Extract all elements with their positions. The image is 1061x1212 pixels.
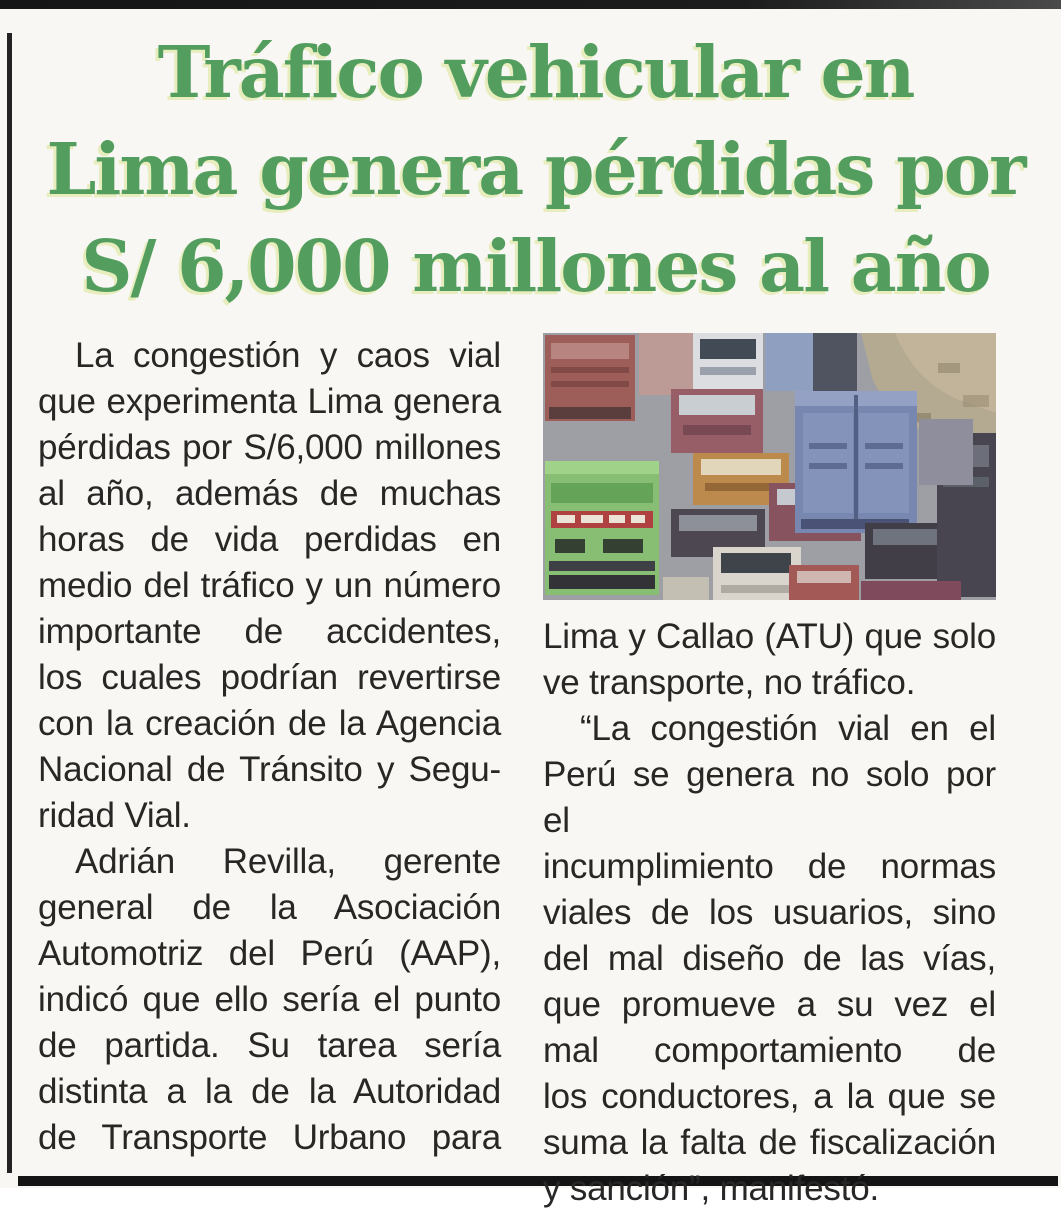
- headline-line-1: Tráfico vehicular en: [157, 30, 914, 114]
- text-line: los conductores, a la que se: [543, 1077, 996, 1116]
- text-line: indicó que ello sería el punto: [38, 980, 501, 1019]
- text-line: de Transporte Urbano para: [38, 1118, 501, 1157]
- text-line: Automotriz del Perú (AAP),: [38, 934, 501, 973]
- paragraph: [543, 706, 996, 1212]
- paragraph: [38, 333, 501, 839]
- text-line: general de la Asociación: [38, 888, 501, 927]
- headline-line-3: S/ 6,000 millones al año: [81, 224, 990, 308]
- traffic-jam-photo: [543, 333, 996, 600]
- text-line: La congestión y caos vial: [75, 336, 501, 375]
- text-line: mal comportamiento de: [543, 1031, 996, 1070]
- right-column-text: [543, 614, 996, 1212]
- text-line: suma la falta de fiscalización: [543, 1123, 996, 1162]
- text-line: al año, además de muchas: [38, 474, 501, 513]
- text-line: ve transporte, no tráfico.: [543, 663, 916, 702]
- text-line: incumplimiento de normas: [543, 847, 996, 886]
- text-line: Adrián Revilla, gerente: [75, 842, 501, 881]
- text-line: y sanción”, manifestó.: [543, 1169, 880, 1208]
- text-line: Lima y Callao (ATU) que solo: [543, 617, 996, 656]
- text-line: con la creación de la Agencia: [38, 704, 501, 743]
- text-line: distinta a la de la Autoridad: [38, 1072, 501, 1111]
- paragraph: [38, 839, 501, 1161]
- headline-line-2: Lima genera pérdidas por: [46, 127, 1025, 211]
- text-line: Perú se genera no solo por el: [543, 755, 996, 840]
- right-column: [543, 333, 996, 1212]
- text-line: de partida. Su tarea sería: [38, 1026, 501, 1065]
- text-line: Nacional de Tránsito y Segu-: [38, 750, 501, 789]
- text-line: que promueve a su vez el: [543, 985, 996, 1024]
- text-line: los cuales podrían revertirse: [38, 658, 501, 697]
- text-line: “La congestión vial en el: [580, 709, 996, 748]
- headline: [28, 24, 1043, 315]
- text-line: que experimenta Lima genera: [38, 382, 501, 421]
- left-column: [38, 333, 501, 1212]
- text-line: ridad Vial.: [38, 796, 191, 835]
- text-line: viales de los usuarios, sino: [543, 893, 996, 932]
- text-line: horas de vida perdidas en: [38, 520, 501, 559]
- left-rule: [7, 33, 12, 1173]
- top-rule: [0, 0, 1061, 9]
- text-line: medio del tráfico y un número: [38, 566, 501, 605]
- text-line: importante de accidentes,: [38, 612, 501, 651]
- text-line: del mal diseño de las vías,: [543, 939, 996, 978]
- text-line: pérdidas por S/6,000 millones: [38, 428, 501, 467]
- paragraph: [543, 614, 996, 706]
- article-body: [38, 333, 996, 1212]
